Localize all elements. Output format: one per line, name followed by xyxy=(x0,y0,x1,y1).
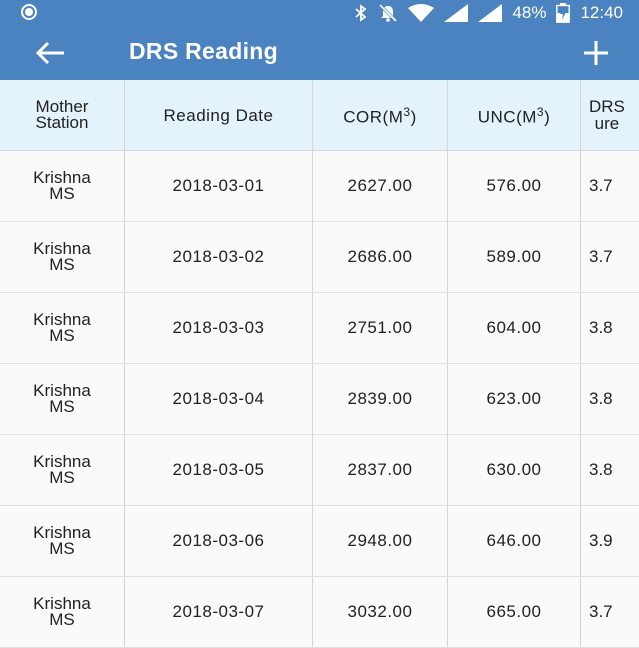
cell-unc: 630.00 xyxy=(448,435,581,505)
cell-unc: 623.00 xyxy=(448,364,581,434)
cell-cor: 2837.00 xyxy=(313,435,448,505)
header-cor: $COR(M^3)$ xyxy=(313,80,448,150)
cell-date: 2018-03-01 xyxy=(125,151,313,221)
signal-icon xyxy=(478,4,502,22)
cell-unc: 665.00 xyxy=(448,577,581,647)
table-row[interactable] xyxy=(0,577,639,648)
table-row[interactable] xyxy=(0,293,639,364)
cell-drs: 3.9 xyxy=(589,531,613,550)
muted-bell-icon xyxy=(378,3,398,23)
signal-icon xyxy=(444,4,468,22)
cell-cor: 2839.00 xyxy=(313,364,448,434)
cell-station: Krishna MS xyxy=(0,506,125,576)
header-unc: $UNC(M^3)$ xyxy=(448,80,581,150)
battery-icon xyxy=(556,3,570,23)
header-reading-date: Reading Date xyxy=(125,80,313,150)
cell-station: Krishna MS xyxy=(0,364,125,434)
app-bar xyxy=(0,26,639,80)
table-row[interactable] xyxy=(0,151,639,222)
cell-unc: 646.00 xyxy=(448,506,581,576)
cell-date: 2018-03-03 xyxy=(125,293,313,363)
cell-date: 2018-03-05 xyxy=(125,435,313,505)
cell-station: Krishna MS xyxy=(0,222,125,292)
table-row[interactable] xyxy=(0,435,639,506)
status-bar xyxy=(0,0,639,26)
cell-station: Krishna MS xyxy=(0,293,125,363)
cell-date: 2018-03-02 xyxy=(125,222,313,292)
cell-drs: 3.7 xyxy=(589,247,613,266)
wifi-icon xyxy=(408,4,434,22)
table-row[interactable] xyxy=(0,364,639,435)
cell-date: 2018-03-04 xyxy=(125,364,313,434)
status-icons xyxy=(354,0,623,26)
cell-unc: 589.00 xyxy=(448,222,581,292)
cell-unc: 576.00 xyxy=(448,151,581,221)
cell-station: Krishna MS xyxy=(0,435,125,505)
bluetooth-icon xyxy=(354,4,368,22)
drs-readings-table[interactable] xyxy=(0,80,639,648)
header-drs: DRS ure xyxy=(589,97,625,133)
cell-station: Krishna MS xyxy=(0,577,125,647)
cell-date: 2018-03-06 xyxy=(125,506,313,576)
header-mother-station: Mother Station xyxy=(0,80,125,150)
cell-station: Krishna MS xyxy=(0,151,125,221)
cell-drs: 3.7 xyxy=(589,176,613,195)
cell-cor: 2627.00 xyxy=(313,151,448,221)
plus-icon[interactable] xyxy=(578,35,614,71)
cell-cor: 3032.00 xyxy=(313,577,448,647)
cell-date: 2018-03-07 xyxy=(125,577,313,647)
cell-drs: 3.8 xyxy=(589,318,613,337)
cell-cor: 2948.00 xyxy=(313,506,448,576)
cell-unc: 604.00 xyxy=(448,293,581,363)
cell-drs: 3.8 xyxy=(589,460,613,479)
arrow-back-icon[interactable] xyxy=(30,37,70,69)
cell-drs: 3.8 xyxy=(589,389,613,408)
cell-drs: 3.7 xyxy=(589,602,613,621)
battery-percent: 48% xyxy=(512,3,547,22)
cell-cor: 2686.00 xyxy=(313,222,448,292)
table-header-row xyxy=(0,80,639,151)
table-row[interactable] xyxy=(0,506,639,577)
notification-eye-icon xyxy=(18,3,40,21)
table-row[interactable] xyxy=(0,222,639,293)
cell-cor: 2751.00 xyxy=(313,293,448,363)
page-title: DRS Reading xyxy=(129,38,278,64)
clock: 12:40 xyxy=(580,3,623,22)
